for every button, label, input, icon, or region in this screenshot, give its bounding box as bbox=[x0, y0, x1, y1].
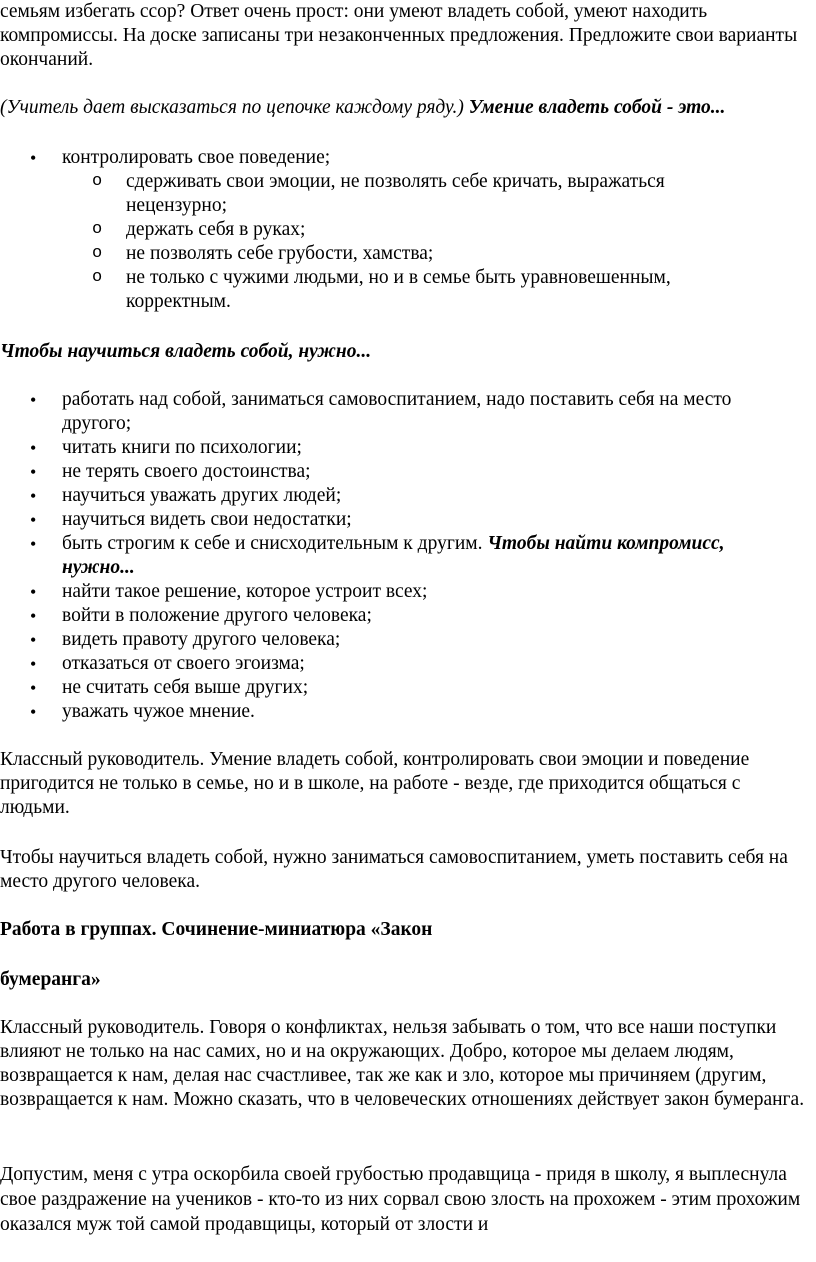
teacher-paragraph: Классный руководитель. Умение владеть собой, контролировать свои эмоции и поведение пригодится не только в семье, но и в школе, на работе - везде, где приходится общаться с людьми. bbox=[0, 749, 750, 818]
learn-list bbox=[0, 388, 812, 580]
list-item: • уважать чужое мнение. bbox=[0, 700, 812, 724]
list-item: • видеть правоту другого человека; bbox=[0, 628, 812, 652]
group-work-heading: Работа в группах. Сочинение-миниатюра «Закон bbox=[0, 919, 433, 940]
intro-paragraph: семьям избегать ссор? Ответ очень прост: они умеют владеть собой, умеют находить компромиссы. На доске записаны три незаконченных предложения. Предложите свои варианты окончаний. bbox=[0, 1, 798, 70]
list-item: • научиться видеть свои недостатки; bbox=[0, 508, 812, 532]
self-control-heading: Умение владеть собой - это... bbox=[468, 97, 726, 118]
teacher-note-line bbox=[0, 96, 812, 120]
list-item-text: быть строгим к себе и снисходительным к другим. bbox=[62, 533, 483, 554]
list-subitem: o не позволять себе грубости, хамства; bbox=[0, 242, 726, 266]
self-education-paragraph: Чтобы научиться владеть собой, нужно заниматься самовоспитанием, уметь поставить себя на место другого человека. bbox=[0, 847, 788, 892]
teacher-note: (Учитель дает высказаться по цепочке каждому ряду.) bbox=[0, 97, 464, 118]
example-paragraph: Допустим, меня с утра оскорбила своей грубостью продавщица - придя в школу, я выплеснула свое раздражение на учеников - кто-то из них сорвал свою злость на прохожем - этим прохожим оказался муж той самой продавщицы, который от злости и bbox=[0, 1164, 801, 1235]
compromise-heading: Чтобы найти компромисс, нужно... bbox=[62, 533, 725, 578]
self-control-list bbox=[0, 146, 812, 314]
list-subitem: o держать себя в руках; bbox=[0, 218, 726, 242]
compromise-list bbox=[0, 580, 812, 724]
list-subitem: o не только с чужими людьми, но и в семье быть уравновешенным, корректным. bbox=[0, 266, 726, 314]
list-item: • научиться уважать других людей; bbox=[0, 484, 812, 508]
list-subitem: o сдерживать свои эмоции, не позволять себе кричать, выражаться нецензурно; bbox=[0, 170, 726, 218]
list-item: • не терять своего достоинства; bbox=[0, 460, 812, 484]
list-item: • отказаться от своего эгоизма; bbox=[0, 652, 812, 676]
list-item: • не считать себя выше других; bbox=[0, 676, 812, 700]
learn-heading: Чтобы научиться владеть собой, нужно... bbox=[0, 341, 372, 362]
list-item: • найти такое решение, которое устроит всех; bbox=[0, 580, 812, 604]
boomerang-paragraph: Классный руководитель. Говоря о конфликтах, нельзя забывать о том, что все наши поступки влияют не только на нас самих, но и на окружающих. Добро, которое мы делаем людям, возвращается к нам, делая нас счастливее, так же как и зло, которое мы причиняем (другим, возвращается к нам. Можно сказать, что в человеческих отношениях действует закон бумеранга. bbox=[0, 1017, 805, 1110]
group-work-heading-continued: бумеранга» bbox=[0, 969, 101, 990]
list-item: • контролировать свое поведение; bbox=[0, 146, 812, 170]
list-item: • работать над собой, заниматься самовоспитанием, надо поставить себя на место другого; bbox=[0, 388, 792, 436]
list-item: • войти в положение другого человека; bbox=[0, 604, 812, 628]
list-item bbox=[0, 532, 792, 580]
list-item: • читать книги по психологии; bbox=[0, 436, 812, 460]
